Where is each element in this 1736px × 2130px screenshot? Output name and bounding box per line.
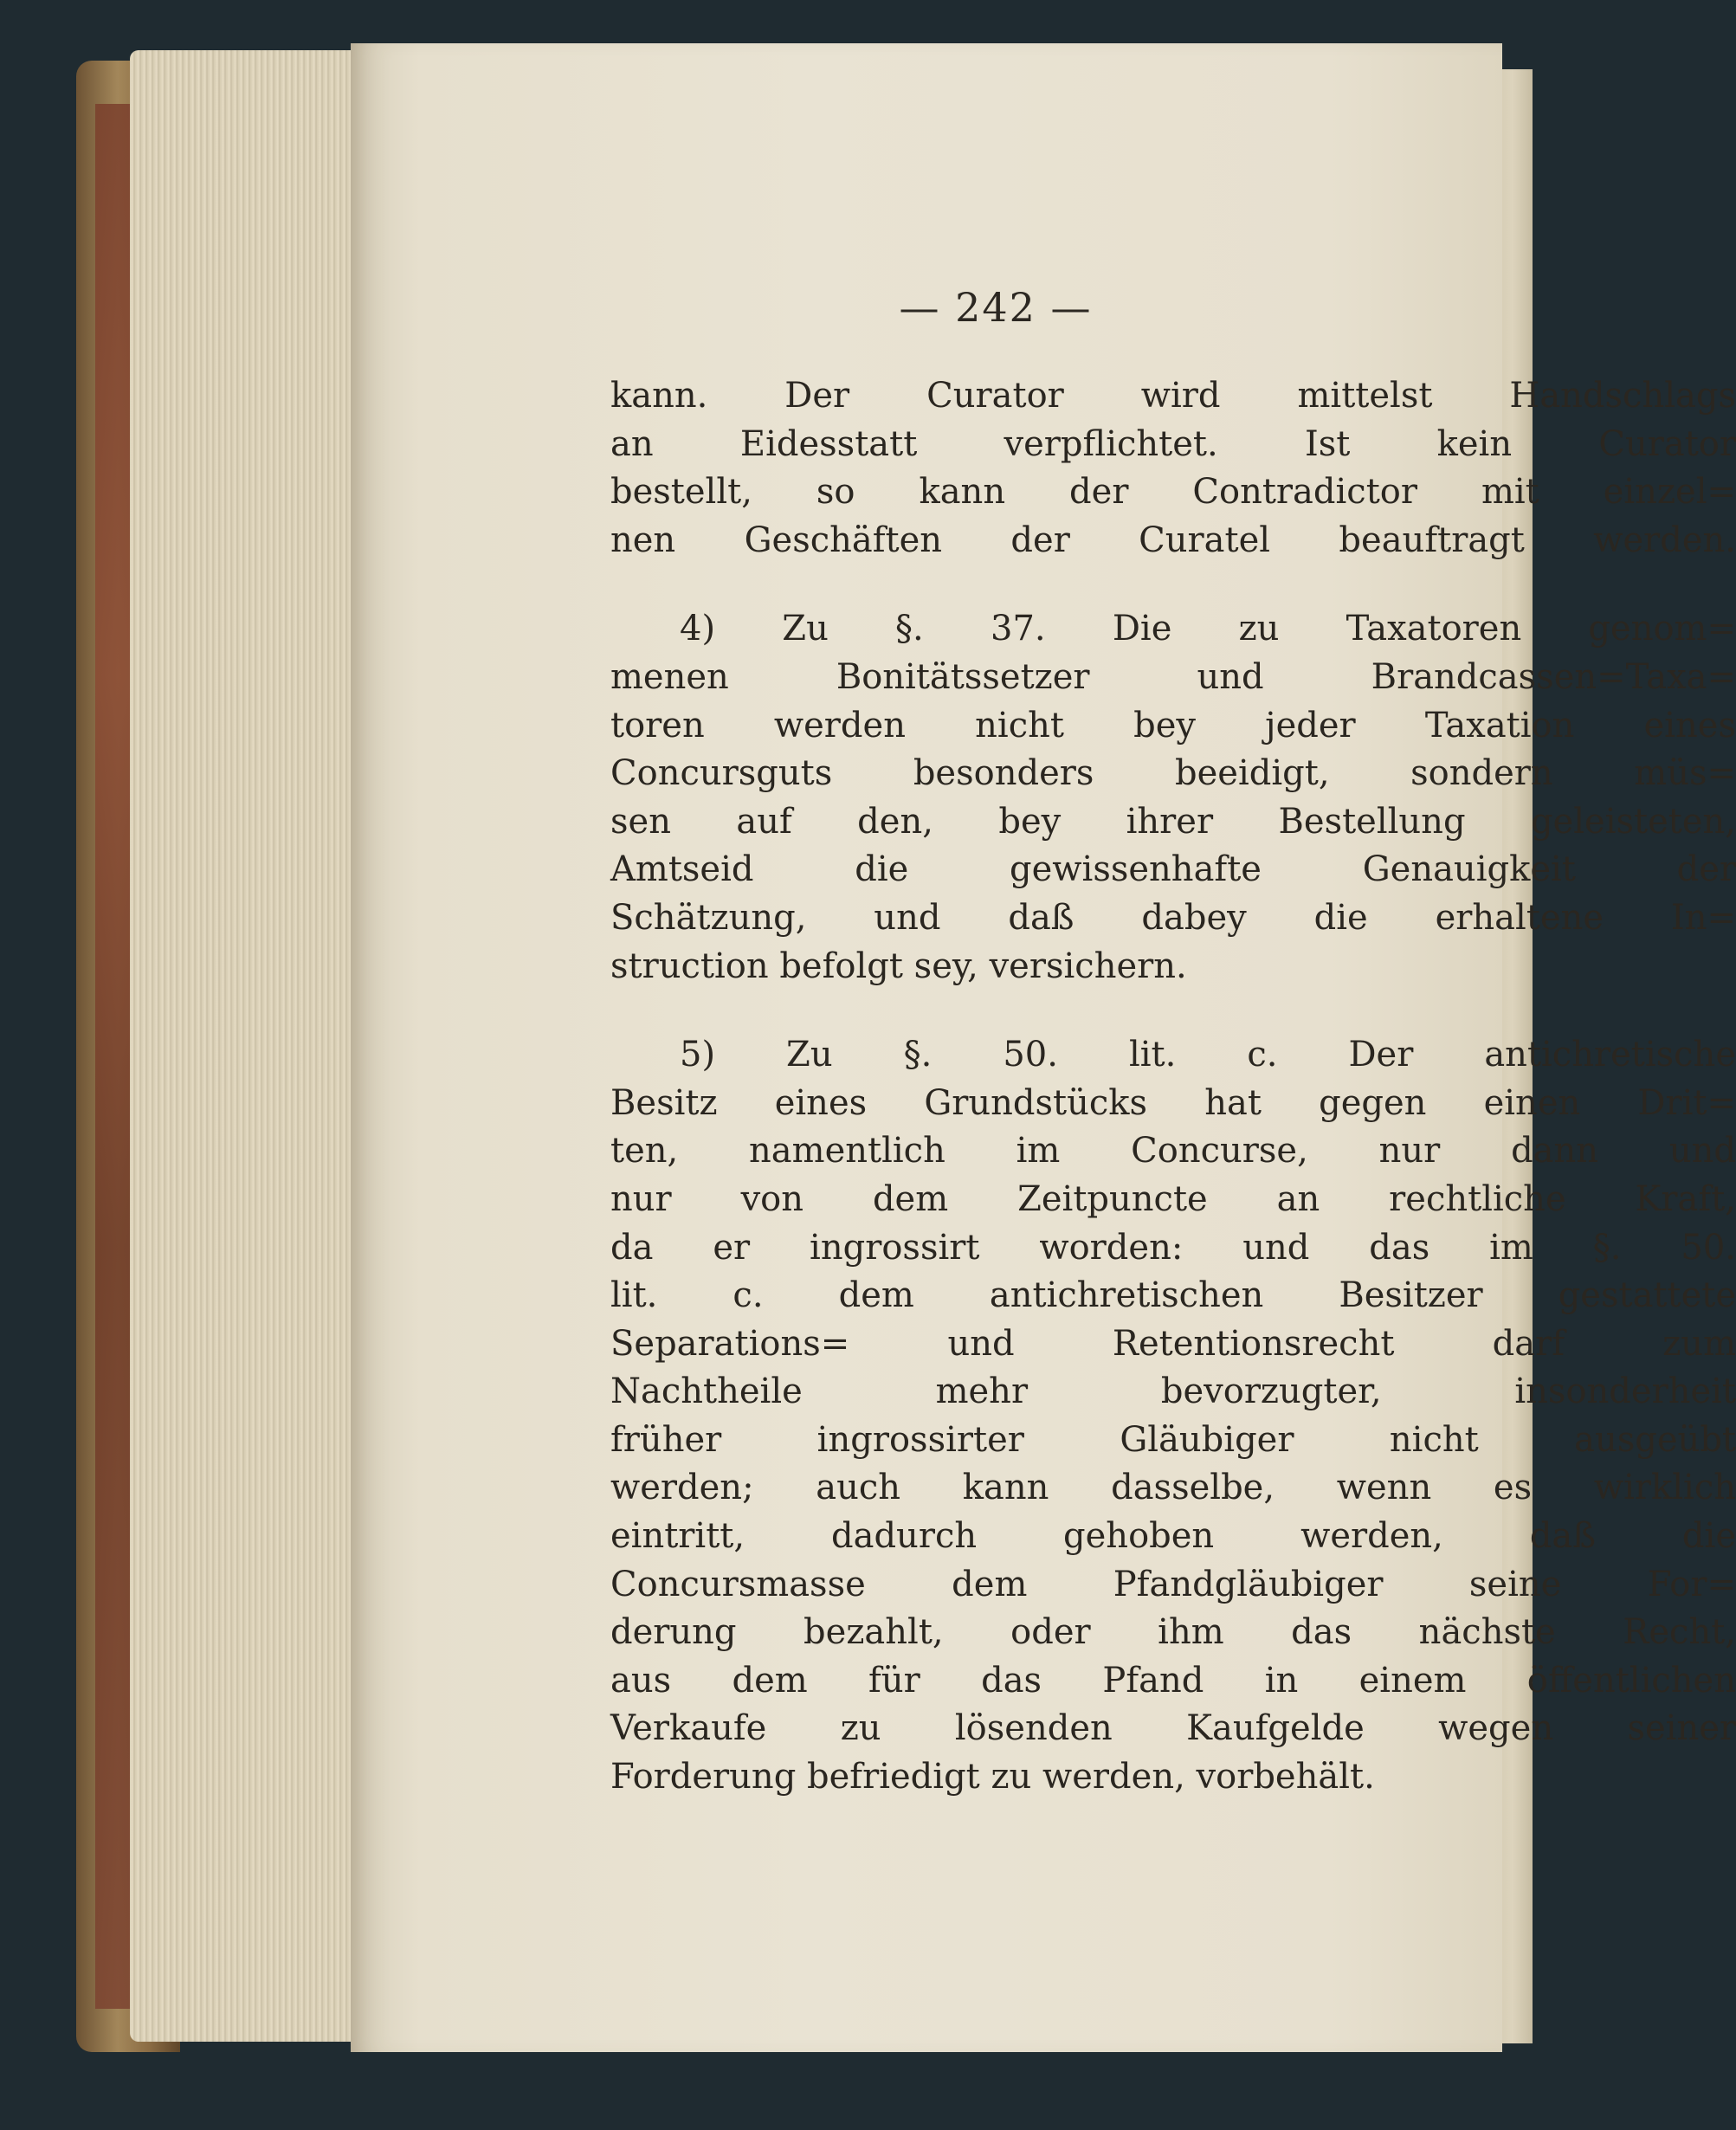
text-line: Amtseid die gewissenhafte Genauigkeit der <box>610 849 1736 890</box>
paragraph-2 <box>610 605 1736 991</box>
text-line: 5) Zu §. 50. lit. c. Der antichretische <box>680 1035 1736 1075</box>
text-line: aus dem für das Pfand in einem öffentlichen <box>610 1660 1736 1701</box>
text-line: früher ingrossirter Gläubiger nicht ausgeübt <box>610 1419 1736 1460</box>
text-line: Concursmasse dem Pfandgläubiger seine For= <box>610 1564 1736 1604</box>
text-line: Concursguts besonders beeidigt, sondern müs= <box>610 753 1736 794</box>
paragraph-1 <box>610 372 1736 565</box>
text-line: bestellt, so kann der Contradictor mit einzel= <box>610 472 1736 513</box>
text-line: Forderung befriedigt zu werden, vorbehält. <box>610 1757 1375 1798</box>
text-line: nen Geschäften der Curatel beauftragt werden. <box>610 520 1736 560</box>
text-line: nur von dem Zeitpuncte an rechtliche Kraft, <box>610 1178 1736 1219</box>
stacked-page-edges <box>130 50 355 2042</box>
text-line: Separations= und Retentionsrecht darf zum <box>610 1323 1736 1364</box>
text-line: menen Bonitätssetzer und Brandcassen=Taxa= <box>610 656 1736 697</box>
text-line: derung bezahlt, oder ihm das nächste Recht, <box>610 1612 1736 1653</box>
text-line: lit. c. dem antichretischen Besitzer gestattete <box>610 1275 1736 1316</box>
text-line: ten, namentlich im Concurse, nur dann und <box>610 1131 1736 1172</box>
text-line: an Eidesstatt verpflichtet. Ist kein Curator <box>610 423 1736 464</box>
text-line: Nachtheile mehr bevorzugter, insonderheit <box>610 1372 1736 1412</box>
text-line: Verkaufe zu lösenden Kaufgelde wegen seiner <box>610 1708 1736 1749</box>
text-line: 4) Zu §. 37. Die zu Taxatoren genom= <box>680 609 1736 649</box>
text-line: struction befolgt sey, versichern. <box>610 946 1187 986</box>
text-line: kann. Der Curator wird mittelst Handschlags <box>610 376 1736 416</box>
book-page <box>351 43 1736 2052</box>
text-line: Schätzung, und daß dabey die erhaltene In= <box>610 897 1736 938</box>
page-number: — 242 — <box>899 284 1093 331</box>
text-line: da er ingrossirt worden: und das im §. 50. <box>610 1227 1736 1268</box>
page-body-text <box>610 372 1736 1802</box>
text-line: werden; auch kann dasselbe, wenn es wirklich <box>610 1468 1736 1508</box>
text-line: eintritt, dadurch gehoben werden, daß die <box>610 1516 1736 1557</box>
text-line: toren werden nicht bey jeder Taxation eines <box>610 705 1736 746</box>
paragraph-3 <box>610 1031 1736 1802</box>
text-line: Besitz eines Grundstücks hat gegen einen Drit= <box>610 1082 1736 1123</box>
text-line: sen auf den, bey ihrer Bestellung geleisteten, <box>610 801 1736 842</box>
cover-leather-band <box>95 104 130 2009</box>
